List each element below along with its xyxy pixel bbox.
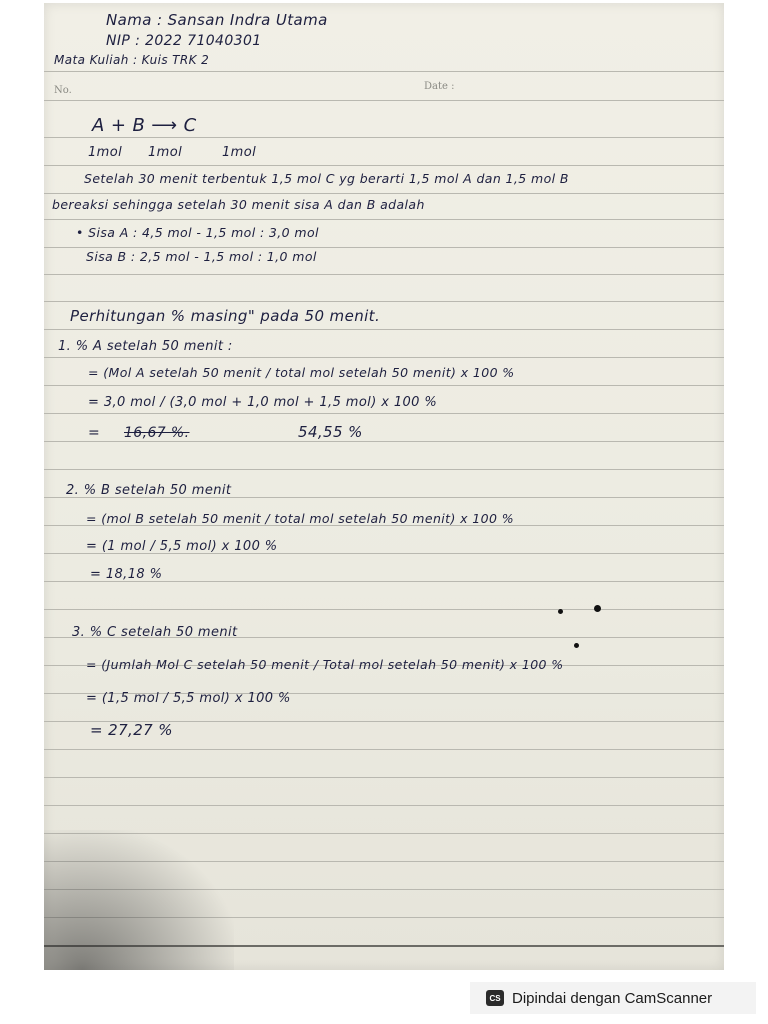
reaction-line-1: Setelah 30 menit terbentuk 1,5 mol C yg berarti 1,5 mol A dan 1,5 mol B: [84, 171, 569, 186]
sisa-a: • Sisa A : 4,5 mol - 1,5 mol : 3,0 mol: [76, 225, 319, 240]
sisa-b: Sisa B : 2,5 mol - 1,5 mol : 1,0 mol: [86, 249, 317, 264]
date-label: Date :: [424, 81, 455, 92]
mol-b: 1mol: [148, 145, 183, 160]
ink-dot: [594, 605, 601, 612]
a-equals: =: [88, 425, 101, 441]
finger-shadow: [44, 830, 234, 970]
b-line-1: = (mol B setelah 50 menit / total mol setelah 50 menit) x 100 %: [86, 511, 514, 526]
c-heading: 3. % C setelah 50 menit: [72, 625, 238, 640]
a-struck-value: 16,67 %.: [124, 425, 190, 441]
header-nama: Nama : Sansan Indra Utama: [106, 11, 328, 29]
no-label: No.: [54, 85, 72, 96]
c-line-2: = (1,5 mol / 5,5 mol) x 100 %: [86, 691, 291, 706]
a-line-1: = (Mol A setelah 50 menit / total mol setelah 50 menit) x 100 %: [88, 365, 515, 380]
mol-c: 1mol: [222, 145, 257, 160]
c-line-1: = (Jumlah Mol C setelah 50 menit / Total mol setelah 50 menit) x 100 %: [86, 657, 564, 672]
mol-a: 1mol: [88, 145, 123, 160]
camscanner-badge: [470, 982, 756, 1014]
ink-dot: [558, 609, 563, 614]
a-line-2: = 3,0 mol / (3,0 mol + 1,0 mol + 1,5 mol) x 100 %: [88, 395, 438, 410]
reaction-line-2: bereaksi sehingga setelah 30 menit sisa A dan B adalah: [52, 197, 425, 212]
perhitungan-title: Perhitungan % masing" pada 50 menit.: [70, 307, 381, 325]
a-heading: 1. % A setelah 50 menit :: [58, 339, 233, 354]
a-result: 54,55 %: [298, 423, 363, 441]
camscanner-label: Dipindai dengan CamScanner: [512, 989, 713, 1007]
reaction-equation: A + B ⟶ C: [92, 115, 197, 136]
b-heading: 2. % B setelah 50 menit: [66, 483, 232, 498]
c-result: = 27,27 %: [90, 721, 173, 739]
header-mata-kuliah: Mata Kuliah : Kuis TRK 2: [54, 53, 210, 67]
b-result: = 18,18 %: [90, 567, 163, 582]
ink-dot: [574, 643, 579, 648]
notebook-page: [44, 3, 724, 970]
b-line-2: = (1 mol / 5,5 mol) x 100 %: [86, 539, 278, 554]
header-nip: NIP : 2022 71040301: [106, 33, 262, 49]
camscanner-icon: CS: [486, 990, 504, 1006]
